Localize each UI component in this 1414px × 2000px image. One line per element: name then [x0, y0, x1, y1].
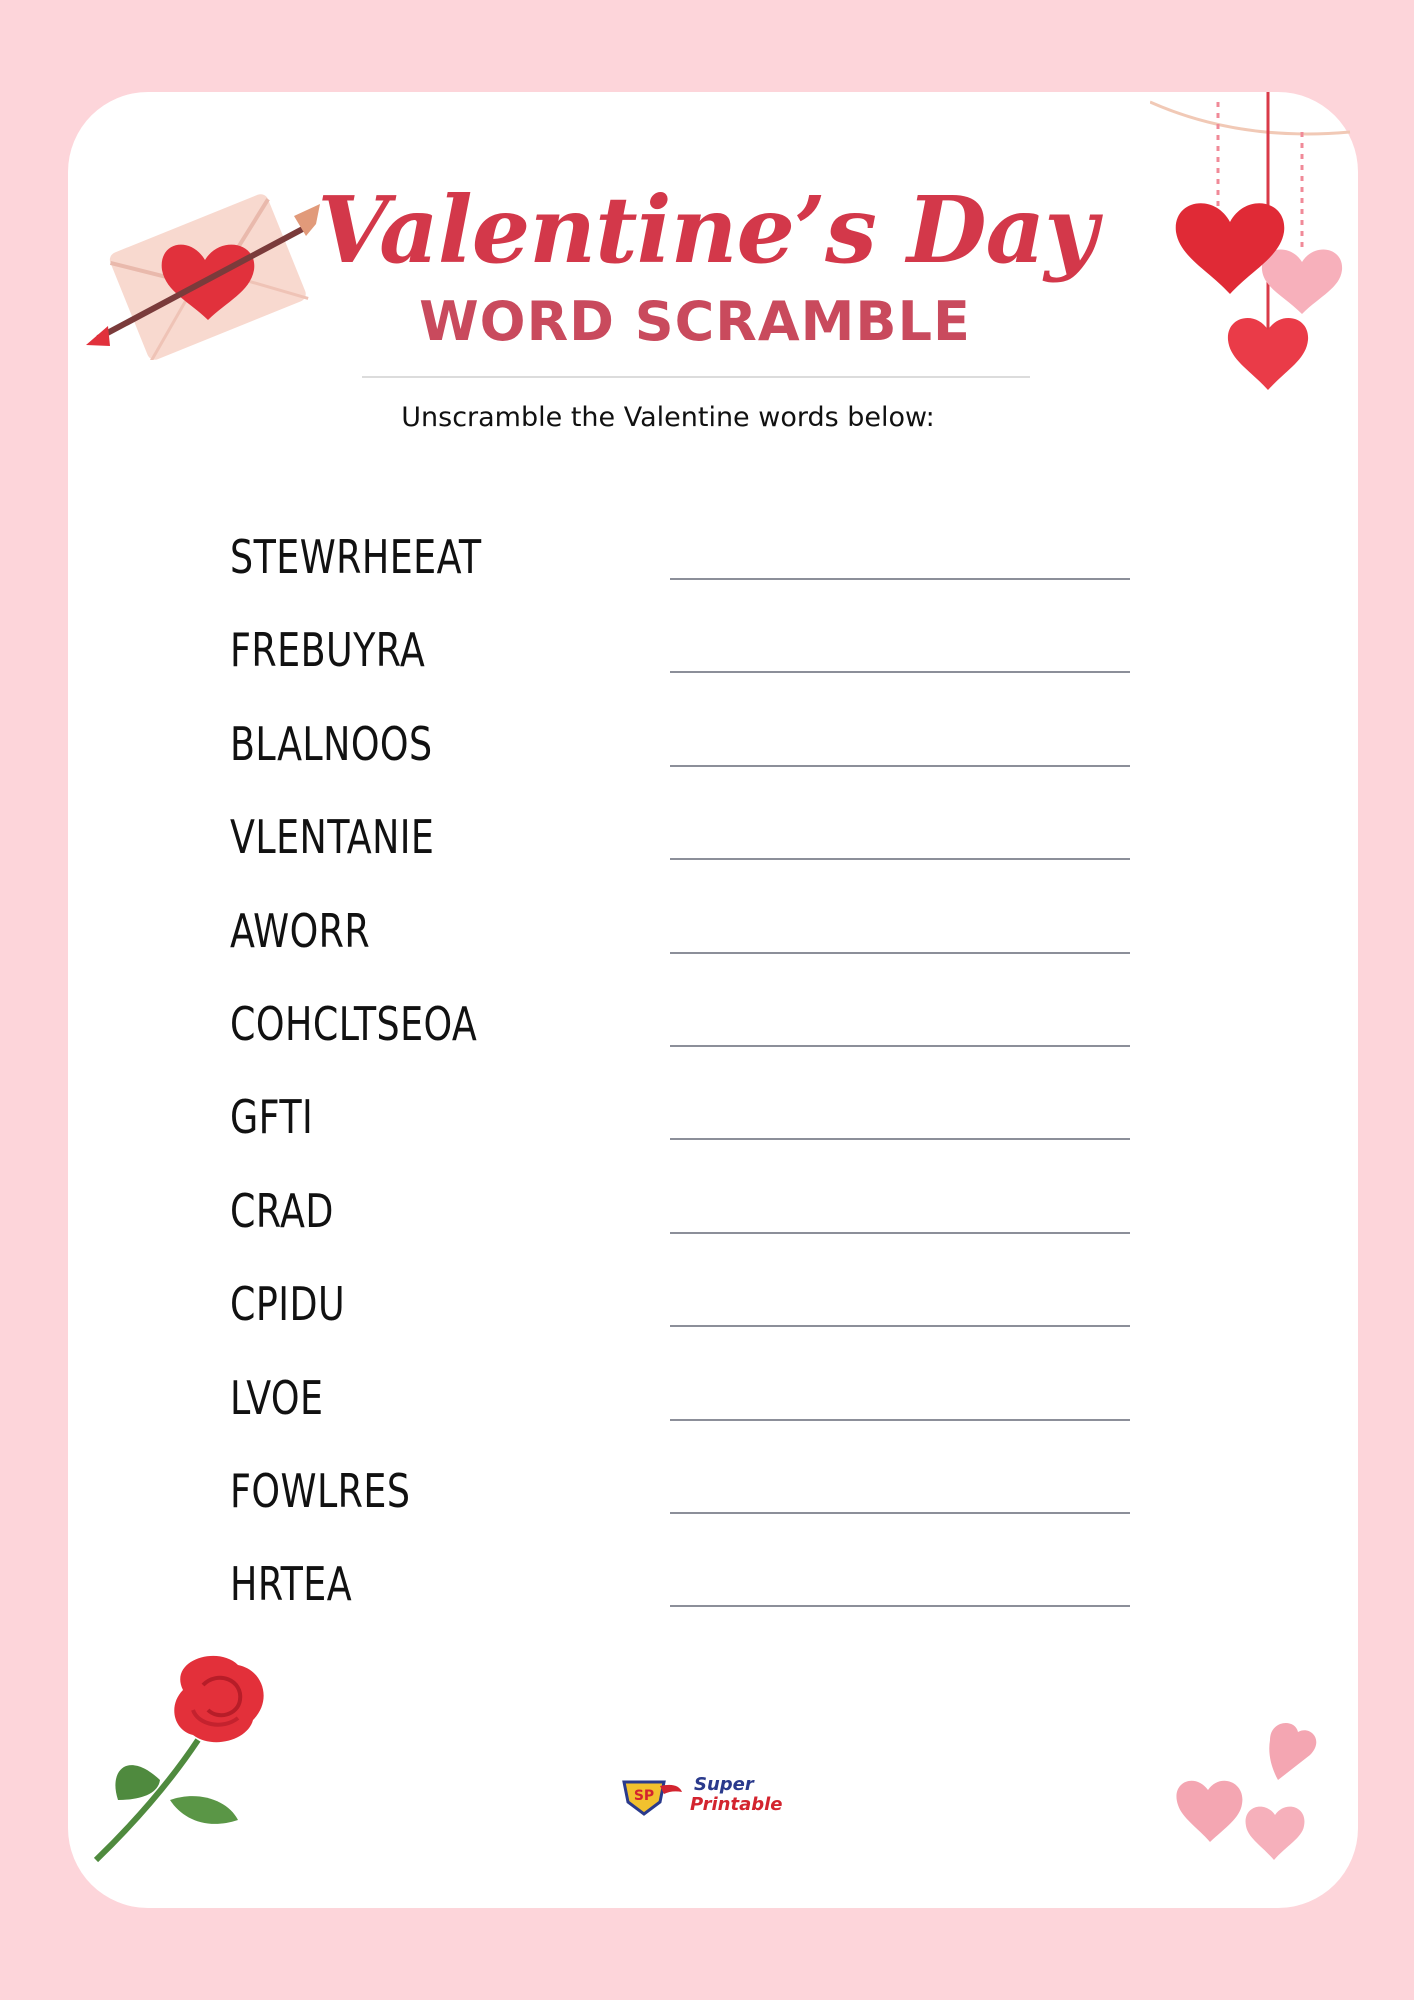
answer-line[interactable] [670, 1419, 1130, 1421]
answer-line[interactable] [670, 1325, 1130, 1327]
svg-text:SP: SP [633, 1788, 655, 1804]
list-item [230, 1180, 1130, 1273]
scrambled-word: BLALNOOS [230, 716, 433, 771]
scrambled-word: STEWRHEEAT [230, 530, 482, 584]
scrambled-word: AWORR [230, 903, 371, 958]
page-subtitle: WORD SCRAMBLE [419, 290, 971, 353]
logo-line-1: Super [694, 1774, 754, 1795]
list-item [230, 993, 1130, 1086]
list-item [230, 1367, 1130, 1460]
list-item [230, 1086, 1130, 1179]
scrambled-word: FOWLRES [230, 1463, 411, 1518]
answer-line[interactable] [670, 1138, 1130, 1140]
answer-line[interactable] [670, 765, 1130, 767]
scrambled-word: COHCLTSEOA [230, 996, 478, 1051]
answer-line[interactable] [670, 671, 1130, 673]
logo-line-2: Printable [690, 1794, 783, 1815]
list-item [230, 1273, 1130, 1366]
scrambled-word: CPIDU [230, 1277, 346, 1332]
list-item [230, 900, 1130, 993]
list-item [230, 1460, 1130, 1553]
answer-line[interactable] [670, 1512, 1130, 1514]
answer-line[interactable] [670, 1045, 1130, 1047]
brand-logo [620, 1774, 790, 1820]
list-item [230, 806, 1130, 899]
title-divider [362, 376, 1030, 378]
rose-icon [88, 1650, 288, 1870]
answer-line[interactable] [670, 952, 1130, 954]
list-item [230, 619, 1130, 712]
scramble-list [230, 526, 1130, 1647]
small-hearts-icon [1170, 1710, 1320, 1870]
list-item [230, 1553, 1130, 1646]
page-title: Valentine’s Day [317, 176, 1097, 284]
instructions-text: Unscramble the Valentine words below: [401, 402, 935, 433]
scrambled-word: VLENTANIE [230, 810, 435, 865]
answer-line[interactable] [670, 578, 1130, 580]
scrambled-word: HRTEA [230, 1557, 353, 1612]
answer-line[interactable] [670, 1232, 1130, 1234]
answer-line[interactable] [670, 858, 1130, 860]
list-item [230, 526, 1130, 619]
answer-line[interactable] [670, 1605, 1130, 1607]
scrambled-word: GFTI [230, 1090, 314, 1145]
logo-badge-icon [620, 1776, 684, 1816]
scrambled-word: CRAD [230, 1183, 334, 1238]
list-item [230, 713, 1130, 806]
scrambled-word: LVOE [230, 1370, 324, 1425]
scrambled-word: FREBUYRA [230, 623, 426, 678]
